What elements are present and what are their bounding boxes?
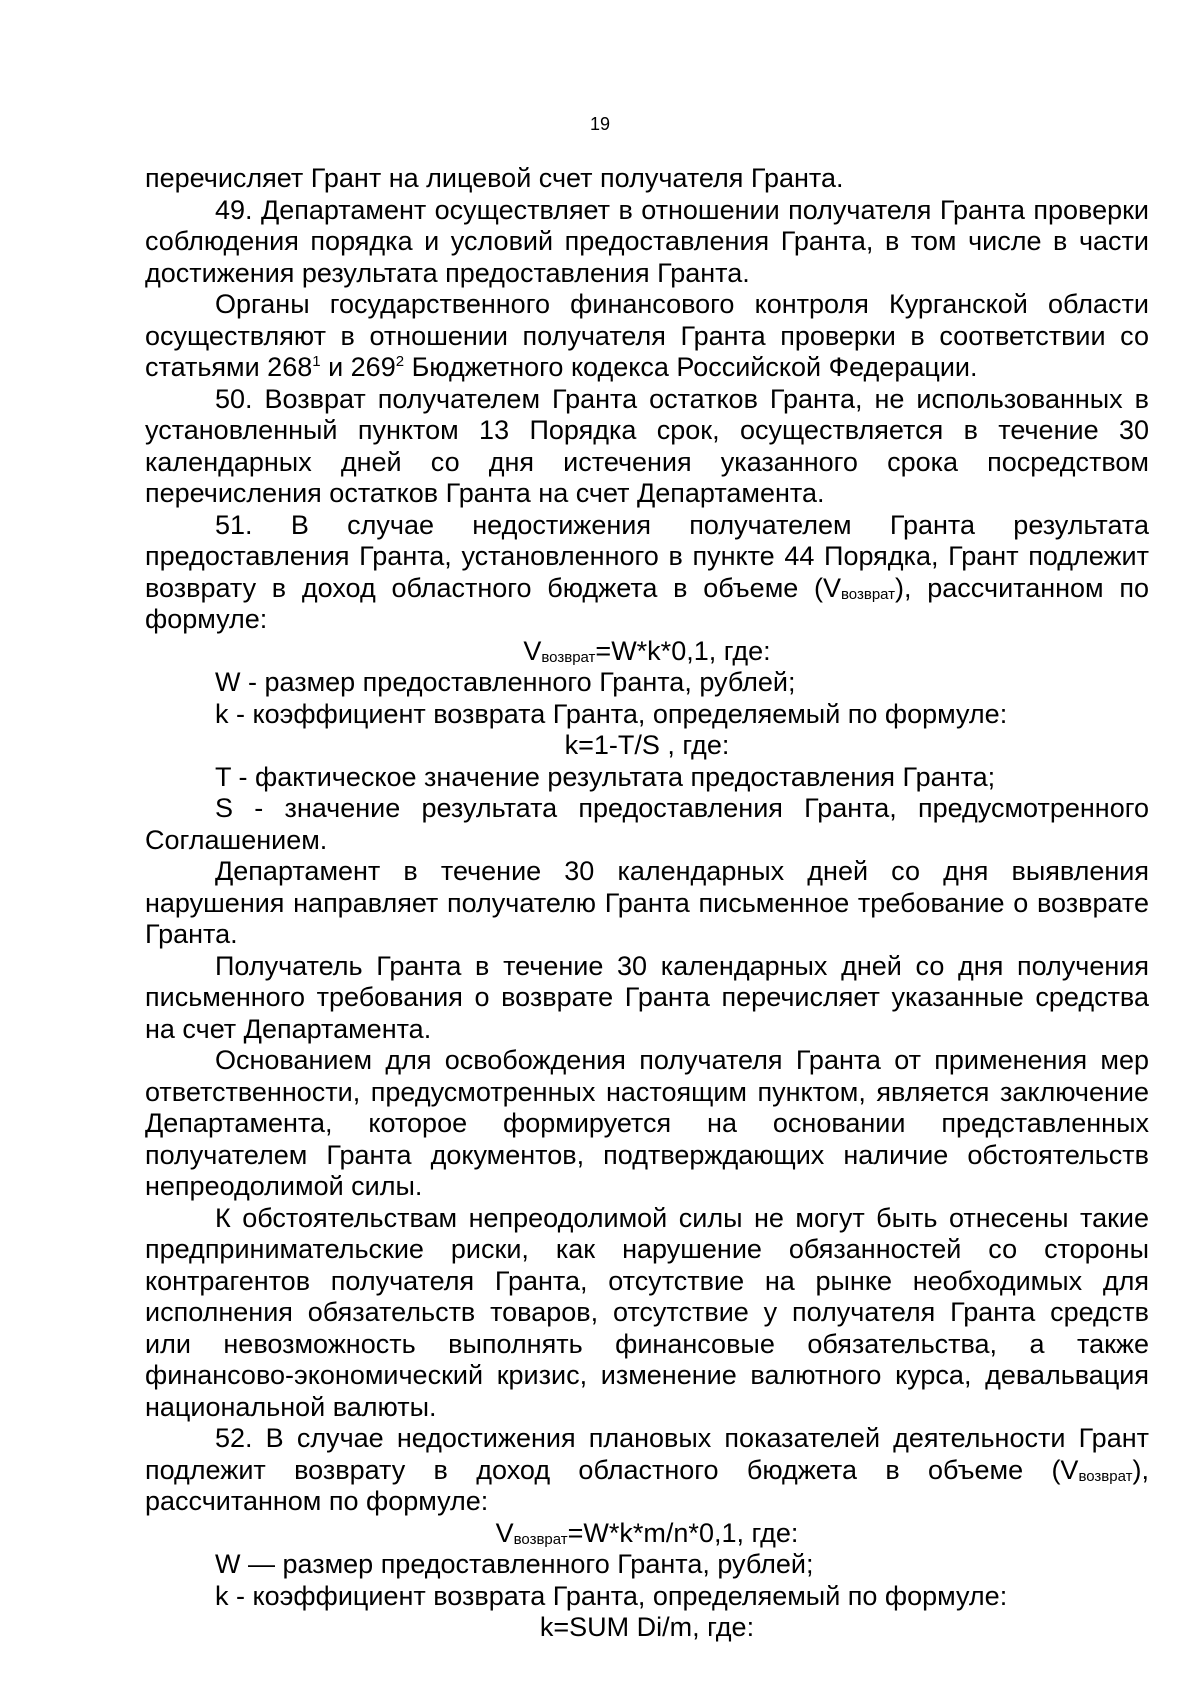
- text-segment: 52. В случае недостижения плановых показателей деятельности Грант подлежит возврату в доход областного бюджета в объеме (V: [145, 1423, 1149, 1485]
- formula-return-1: [145, 636, 1149, 668]
- text-segment: и 269: [320, 352, 396, 382]
- text-segment: Бюджетного кодекса Российской Федерации.: [404, 352, 978, 382]
- paragraph-51: [145, 510, 1149, 636]
- formula-var: V: [495, 1517, 514, 1548]
- paragraph-department-notice: Департамент в течение 30 календарных дней со дня выявления нарушения направляет получателю Гранта письменное требование о возврате Гранта.: [145, 856, 1149, 949]
- text-segment: Органы государственного финансового контроля Курганской области осуществляют в отношении получателя Гранта проверки в соответствии со статьями 268: [145, 289, 1149, 382]
- definition-t: T - фактическое значение результата предоставления Гранта;: [215, 761, 996, 792]
- formula-rest: =W*k*0,1, где:: [595, 635, 771, 666]
- formula-return-2: [145, 1518, 1149, 1550]
- paragraph-52: [145, 1423, 1149, 1518]
- paragraph-49-control: [145, 289, 1149, 384]
- definition-k: k - коэффициент возврата Гранта, определяемый по формуле:: [215, 698, 1008, 729]
- paragraph-force-majeure: К обстоятельствам непреодолимой силы не могут быть отнесены такие предпринимательские риски, как нарушение обязанностей со стороны контрагентов получателя Гранта, отсутствие на рынке необходимых для исполнения обязательств товаров, отсутствие у получателя Гранта средств или невозможность выполнять финансовые обязательства, а также финансово-экономический кризис, изменение валютного курса, девальвация национальной валюты.: [145, 1202, 1149, 1422]
- paragraph-49: 49. Департамент осуществляет в отношении получателя Гранта проверки соблюдения порядка и условий предоставления Гранта, в том числе в части достижения результата предоставления Гранта.: [145, 194, 1149, 288]
- text-segment: ), рассчитанном по формуле:: [145, 1454, 1149, 1516]
- text-segment: ), рассчитанном по формуле:: [145, 572, 1149, 634]
- paragraph-recipient-transfer: Получатель Гранта в течение 30 календарных дней со дня получения письменного требования о возврате Гранта перечисляет указанные средства на счет Департамента.: [145, 950, 1149, 1044]
- subscript: возврат: [541, 648, 596, 666]
- paragraph-continuation: перечисляет Грант на лицевой счет получателя Гранта.: [145, 163, 844, 193]
- text-segment: 51. В случае недостижения получателем Гранта результата предоставления Гранта, установленного в пункте 44 Порядка, Грант подлежит возврату в доход областного бюджета в объеме (V: [145, 509, 1149, 603]
- formula-k-2: k=SUM Di/m, где:: [539, 1612, 755, 1642]
- page-number: 19: [589, 114, 611, 134]
- superscript: 2: [395, 353, 405, 370]
- formula-var: V: [523, 635, 542, 666]
- definition-w-2: W — размер предоставленного Гранта, рублей;: [215, 1549, 814, 1579]
- paragraph-50: 50. Возврат получателем Гранта остатков Гранта, не использованных в установленный пунктом 13 Порядка срок, осуществляется в течение 30 календарных дней со дня истечения указанного срока посредством перечисления остатков Гранта на счет Департамента.: [145, 383, 1149, 508]
- formula-rest: =W*k*m/n*0,1, где:: [567, 1517, 799, 1548]
- subscript: возврат: [841, 585, 896, 603]
- subscript: возврат: [1078, 1467, 1133, 1485]
- definition-k-2: k - коэффициент возврата Гранта, определяемый по формуле:: [215, 1580, 1008, 1611]
- superscript: 1: [312, 353, 321, 370]
- paragraph-release-basis: Основанием для освобождения получателя Гранта от применения мер ответственности, предусмотренных настоящим пунктом, является заключение Департамента, которое формируется на основании представленных получателем Гранта документов, подтверждающих наличие обстоятельств непреодолимой силы.: [145, 1045, 1149, 1201]
- definition-w: W - размер предоставленного Гранта, рублей;: [215, 667, 796, 697]
- subscript: возврат: [513, 1530, 568, 1548]
- definition-s: S - значение результата предоставления Гранта, предусмотренного Соглашением.: [145, 793, 1149, 855]
- document-body: [145, 163, 1149, 1644]
- formula-k-1: k=1-T/S , где:: [564, 730, 730, 760]
